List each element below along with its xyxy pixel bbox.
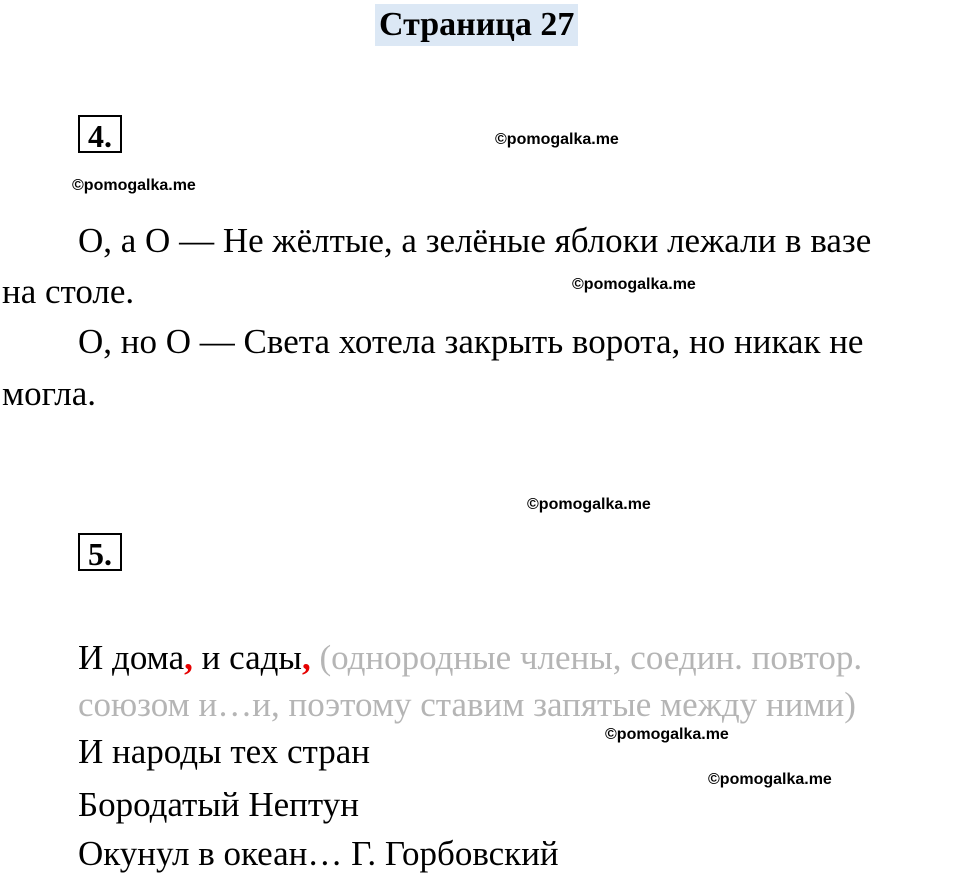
task-4-line: О, но О — Света хотела закрыть ворота, но никак не — [78, 322, 864, 361]
watermark: ©pomogalka.me — [72, 177, 196, 194]
watermark: ©pomogalka.me — [708, 771, 832, 788]
task-4-number: 4. — [78, 115, 122, 153]
comma-mark: , — [301, 638, 311, 677]
watermark: ©pomogalka.me — [527, 496, 651, 513]
task-4-line: могла. — [2, 374, 96, 413]
poem-line: Окунул в океан… Г. Горбовский — [78, 834, 559, 873]
phrase-part: И дома — [78, 638, 185, 677]
task-5-line-1 — [78, 638, 862, 678]
poem-line: И народы тех стран — [78, 732, 370, 771]
poem-line: Бородатый Нептун — [78, 785, 359, 824]
page-title: Страница 27 — [375, 4, 578, 46]
comma-mark: , — [184, 638, 193, 677]
explanation-note-continued: союзом и…и, поэтому ставим запятые между ними) — [78, 685, 856, 724]
watermark: ©pomogalka.me — [495, 131, 619, 148]
task-4-line: О, а О — Не жёлтые, а зелёные яблоки лежали в вазе — [78, 221, 872, 260]
watermark: ©pomogalka.me — [605, 726, 729, 743]
task-5-number: 5. — [78, 533, 122, 571]
phrase-part: и сады — [192, 638, 302, 677]
watermark: ©pomogalka.me — [572, 276, 696, 293]
task-4-line: на столе. — [2, 272, 135, 311]
explanation-note: (однородные члены, соедин. повтор. — [310, 638, 863, 677]
